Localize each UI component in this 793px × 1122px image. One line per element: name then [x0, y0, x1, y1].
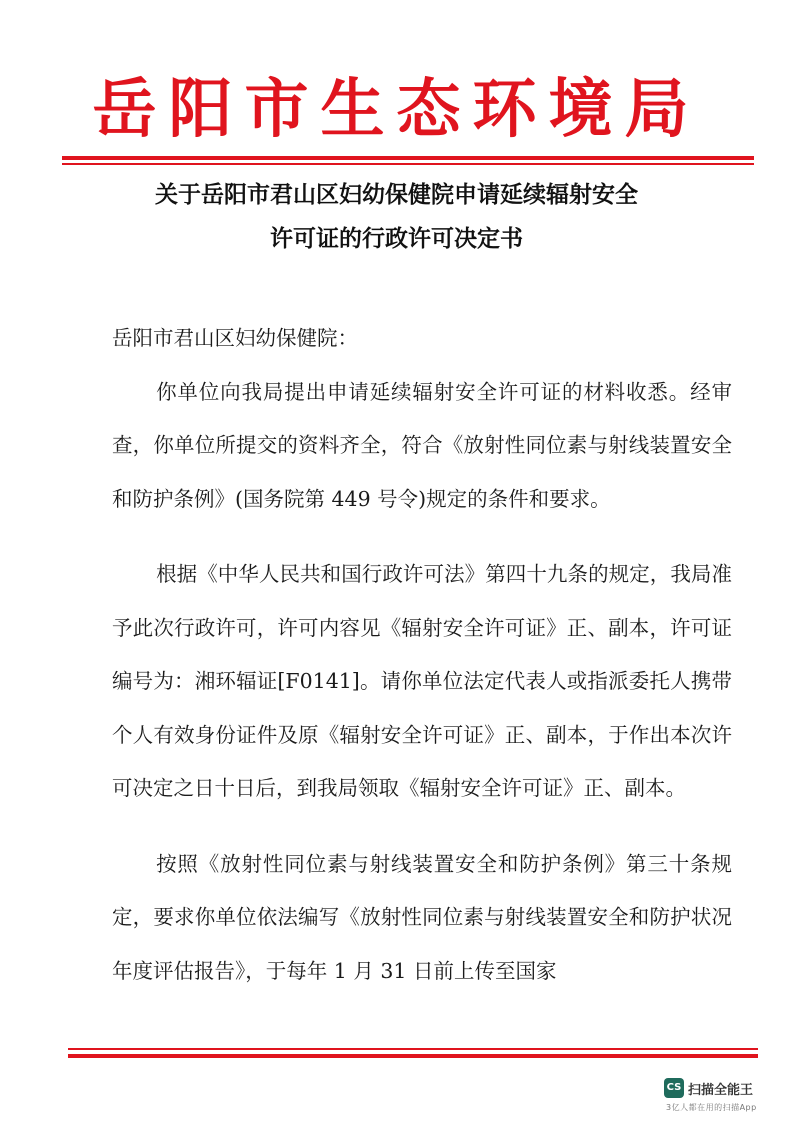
footer-rule-thick [68, 1054, 758, 1058]
footer-rule-thin [68, 1048, 758, 1050]
camscanner-logo-icon: CS [664, 1078, 684, 1098]
watermark-app-name: 扫描全能王 [688, 1083, 754, 1098]
header-rule-thin [62, 163, 754, 165]
addressee: 岳阳市君山区妇幼保健院： [112, 326, 358, 350]
scanner-watermark [664, 1078, 779, 1114]
document-title-line1: 关于岳阳市君山区妇幼保健院申请延续辐射安全 [155, 182, 638, 208]
document-title-line2: 许可证的行政许可决定书 [270, 226, 523, 252]
paragraph-2: 根据《中华人民共和国行政许可法》第四十九条的规定，我局准予此次行政许可，许可内容见《辐射安全许可证》正、副本，许可证编号为：湘环辐证[F0141]。请你单位法定代表人或指派委托人携带个人有效身份证件及原《辐射安全许可证》正、副本，于作出本次许可决定之日十日后，到我局领取《辐射安全许可证》正、副本。 [112, 562, 732, 800]
paragraph-1: 你单位向我局提出申请延续辐射安全许可证的材料收悉。经审查，你单位所提交的资料齐全，符合《放射性同位素与射线装置安全和防护条例》(国务院第 449 号令)规定的条件和要求。 [112, 379, 732, 511]
document-body [112, 312, 732, 998]
agency-masthead: 岳阳市生态环境局 [92, 72, 701, 147]
watermark-slogan: 3亿人都在用的扫描App [666, 1103, 757, 1112]
paragraph-3: 按照《放射性同位素与射线装置安全和防护条例》第三十条规定，要求你单位依法编写《放射性同位素与射线装置安全和防护状况年度评估报告》，于每年 1 月 31 日前上传至国家 [112, 851, 732, 983]
header-rule-thick [62, 156, 754, 160]
